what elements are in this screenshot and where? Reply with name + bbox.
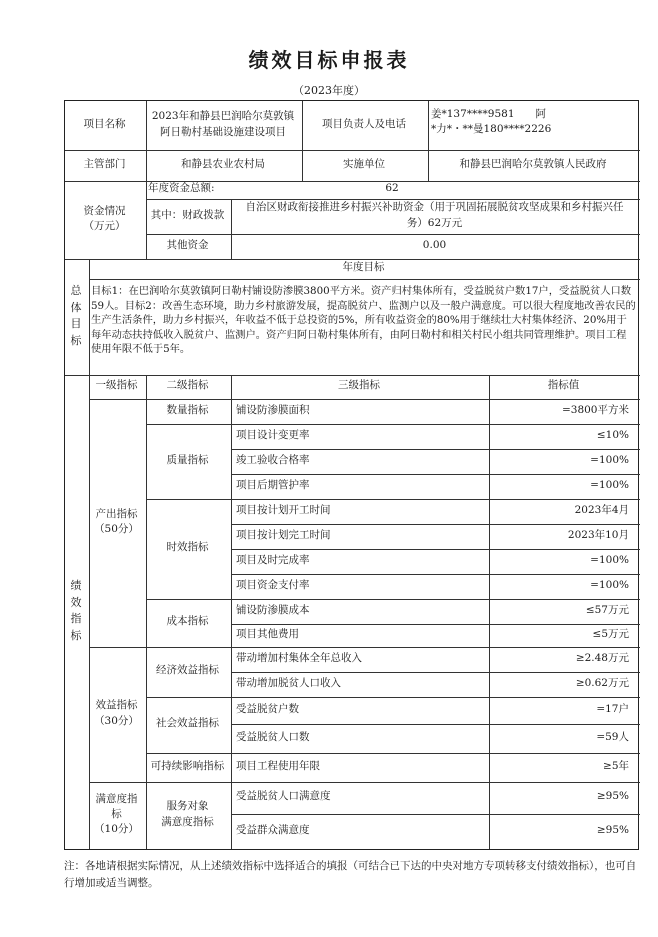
indicator-value: =100% <box>590 553 629 566</box>
indicator-name: 铺设防渗膜成本 <box>236 603 310 616</box>
level2-quality: 质量指标 <box>166 453 209 466</box>
project-name-label: 项目名称 <box>83 117 126 130</box>
indicator-name: 项目及时完成率 <box>236 553 310 566</box>
level2-social: 社会效益指标 <box>156 717 219 730</box>
footnote: 注：各地请根据实际情况，从上述绩效指标中选择适合的填报（可结合已下达的中央对地方专项转移支付绩效指标），也可自行增加或适当调整。 <box>64 860 637 889</box>
indicator-value: =100% <box>590 578 629 591</box>
indicator-name: 项目工程使用年限 <box>236 759 320 772</box>
indicator-value: ≥2.48万元 <box>575 651 629 664</box>
indicator-value: ≤10% <box>596 428 629 441</box>
indicator-name: 项目资金支付率 <box>236 578 310 591</box>
funds-total-label: 年度资金总额: <box>148 182 215 195</box>
level2-economic: 经济效益指标 <box>156 664 219 677</box>
indicator-value: 2023年4月 <box>574 503 629 516</box>
indicator-name: 铺设防渗膜面积 <box>236 403 310 416</box>
funds-other-label: 其他资金 <box>166 238 209 251</box>
indicator-value: ≤57万元 <box>585 603 629 616</box>
dept-value: 和静县农业农村局 <box>181 157 265 170</box>
goals-header: 年度目标 <box>342 261 385 274</box>
impl-label: 实施单位 <box>343 157 385 170</box>
output-score: （50分） <box>94 523 139 535</box>
indicator-value: =3800平方米 <box>561 403 629 416</box>
indicator-name: 带动增加村集体全年总收入 <box>236 651 362 664</box>
goals-text: 目标1：在巴润哈尔莫敦镇阿日勒村铺设防渗膜3800平方米。资产归村集体所有，受益脱贫户数17户，受益脱贫人口数59人。目标2：改善生态环境，助力乡村旅游发展，提高脱贫户、监测户以及一般户满意度。可以很大程度地改善农民的生产生活条件，助力乡村振兴，年收益不低于总投资的5%，所有收益资金的80%用于继续壮大村集体经济、20%用于每年动态扶持低收入脱贫户、监测户。资产归阿日勒村集体所有，由阿日勒村和相关村民小组共同管理维护。项目工程使用年限不低于5年。 <box>91 285 636 356</box>
indicator-name: 项目设计变更率 <box>236 428 310 441</box>
project-name: 2023年和静县巴润哈尔莫敦镇阿日勒村基础设施建设项目 <box>151 110 295 138</box>
satisfaction-score: （10分） <box>94 823 139 836</box>
level1-satisfaction <box>88 781 145 848</box>
benefit-label: 效益指标 <box>95 699 138 712</box>
funds-other: 0.00 <box>422 238 447 251</box>
dept-label: 主管部门 <box>83 157 126 170</box>
indicator-name: 竣工验收合格率 <box>236 453 310 466</box>
level2-service-satisfaction <box>145 781 230 848</box>
year-subtitle: （2023年度） <box>293 84 365 97</box>
indicator-value: ≥95% <box>596 790 629 803</box>
funds-total: 62 <box>385 182 399 195</box>
output-label: 产出指标 <box>95 507 138 520</box>
indicator-name: 受益脱贫人口满意度 <box>236 790 331 803</box>
funds-finance-label: 其中：财政拨款 <box>150 208 225 221</box>
header-value: 指标值 <box>547 379 580 392</box>
header-level-2: 二级指标 <box>166 379 209 392</box>
funds-label <box>64 180 145 258</box>
funds-finance: 自治区财政衔接推进乡村振兴补助资金（用于巩固拓展脱贫攻坚成果和乡村振兴任务）62万元 <box>245 201 624 229</box>
header-level-1: 一级指标 <box>95 379 138 392</box>
page-title: 绩效目标申报表 <box>248 48 410 72</box>
indicator-value: ≥0.62万元 <box>575 676 629 689</box>
indicator-value: =100% <box>590 478 629 491</box>
indicator-value: 2023年10月 <box>567 528 629 541</box>
indicator-value: =100% <box>590 453 629 466</box>
level2-timeliness: 时效指标 <box>166 541 209 554</box>
header-level-3: 三级指标 <box>338 379 380 392</box>
indicator-name: 受益脱贫户数 <box>236 702 299 715</box>
contact-line-1: 姜*137****9581 阿 <box>431 108 547 120</box>
service-line-1: 服务对象 <box>166 800 209 813</box>
indicator-name: 受益群众满意度 <box>236 823 310 836</box>
project-contact <box>427 107 639 147</box>
level2-cost: 成本指标 <box>166 615 209 628</box>
level1-output <box>88 398 145 646</box>
benefit-score: （30分） <box>94 714 139 727</box>
funds-label-line-1: 资金情况 <box>83 204 126 217</box>
impl-value: 和静县巴润哈尔莫敦镇人民政府 <box>459 157 607 170</box>
indicator-name: 受益脱贫人口数 <box>236 730 310 743</box>
indicator-value: =59人 <box>596 730 629 743</box>
indicator-name: 项目按计划开工时间 <box>236 503 331 516</box>
indicator-value: ≤5万元 <box>592 627 629 640</box>
indicator-name: 项目按计划完工时间 <box>236 528 331 541</box>
indicator-name: 带动增加脱贫人口收入 <box>236 676 341 689</box>
indicator-name: 项目后期管护率 <box>236 478 310 491</box>
level2-sustainable: 可持续影响指标 <box>150 759 225 772</box>
service-line-2: 满意度指标 <box>161 815 214 828</box>
level2-quantity: 数量指标 <box>166 403 209 416</box>
contact-line-2: *力*・**曼180****2226 <box>431 123 552 136</box>
funds-label-line-2: （万元） <box>83 220 126 232</box>
indicators-side-label: 绩效指标 <box>70 579 82 642</box>
indicator-value: =17户 <box>596 702 629 715</box>
indicator-value: ≥5年 <box>603 759 629 772</box>
project-contact-label: 项目负责人及电话 <box>322 117 406 130</box>
goals-side-label: 总体目标 <box>70 284 82 347</box>
satisfaction-label: 满意度指标 <box>95 792 138 820</box>
indicator-name: 项目其他费用 <box>236 627 299 640</box>
indicator-value: ≥95% <box>596 823 629 836</box>
level1-benefit <box>88 646 145 781</box>
